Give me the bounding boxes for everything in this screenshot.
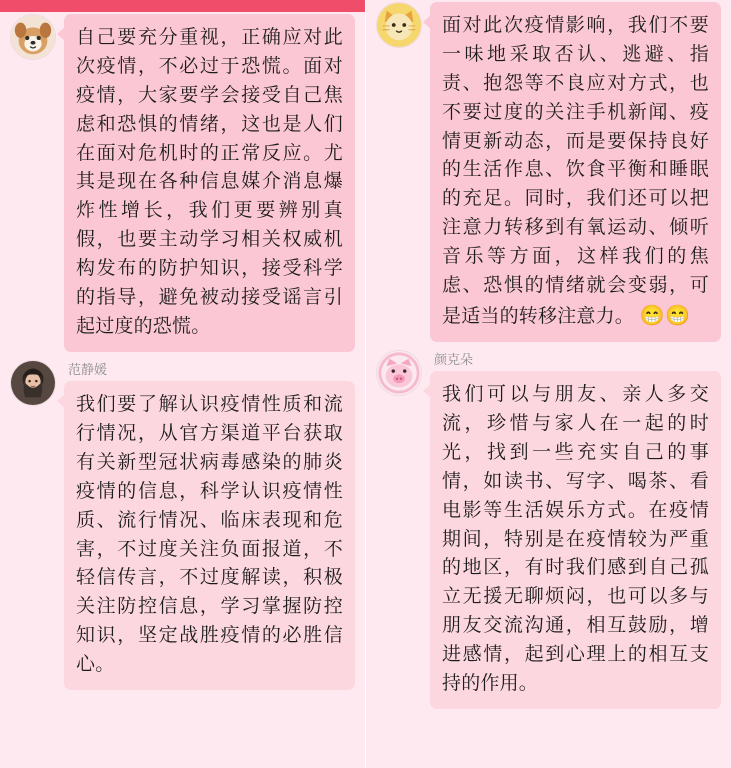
- message-left-2: [10, 360, 355, 690]
- message-right-2-bubble[interactable]: [430, 371, 721, 709]
- message-left-2-body: [64, 360, 355, 690]
- message-right-2-body: [430, 350, 721, 709]
- message-left-1-text: 自己要充分重视，正确应对此次疫情，不必过于恐慌。面对疫情，大家要学会接受自己焦虑和恐惧的情绪，这也是人们在面对危机时的正常反应。尤其是现在各种信息媒介消息爆炸性增长，我们更要辨别真假，也要主动学习相关权威机构发布的防护知识，接受科学的指导，避免被动接受谣言引起过度的恐慌。: [76, 27, 343, 337]
- message-right-1-text: 面对此次疫情影响，我们不要一味地采取否认、逃避、指责、抱怨等不良应对方式，也不要过度的关注手机新闻、疫情更新动态，而是要保持良好的生活作息、饮食平衡和睡眠的充足。同时，我们还可以把注意力转移到有氧运动、倾听音乐等方面，这样我们的焦虑、恐惧的情绪就会变弱，可是适当的转移注意力。: [442, 15, 709, 327]
- left-column-content: [0, 0, 365, 690]
- dog-avatar-icon[interactable]: [10, 14, 56, 60]
- right-column-content: [366, 0, 731, 709]
- message-right-1: [376, 2, 721, 342]
- message-left-2-text: 我们要了解认识疫情性质和流行情况，从官方渠道平台获取有关新型冠状病毒感染的肺炎疫情的信息，科学认识疫情性质、流行情况、临床表现和危害，不过度关注负面报道，不轻信传言，不过度解读，积极关注防控信息，学习掌握防控知识，坚定战胜疫情的必胜信心。: [76, 394, 343, 676]
- message-left-2-sender: 范静媛: [68, 361, 108, 377]
- message-right-2: [376, 350, 721, 709]
- right-column: [366, 0, 731, 768]
- message-right-1-body: [430, 2, 721, 342]
- message-left-1-body: [64, 14, 355, 352]
- message-right-1-bubble[interactable]: [430, 2, 721, 342]
- pig-avatar-icon[interactable]: [376, 350, 422, 396]
- message-right-2-sender: 颜克朵: [434, 351, 474, 367]
- woman-avatar-icon[interactable]: [10, 360, 56, 406]
- message-left-1: [10, 14, 355, 352]
- grinning-emoji-icon: 😁😁: [639, 304, 692, 327]
- message-right-2-text: 我们可以与朋友、亲人多交流，珍惜与家人在一起的时光，找到一些充实自己的事情，如读书、写字、喝茶、看电影等生活娱乐方式。在疫情期间，特别是在疫情较为严重的地区，有时我们感到自己孤立无援无聊烦闷，也可以多与朋友交流沟通，相互鼓励，增进感情，起到心理上的相互支持的作用。: [442, 384, 709, 694]
- message-left-1-bubble[interactable]: [64, 14, 355, 352]
- message-left-2-bubble[interactable]: [64, 381, 355, 690]
- cat-avatar-icon[interactable]: [376, 2, 422, 48]
